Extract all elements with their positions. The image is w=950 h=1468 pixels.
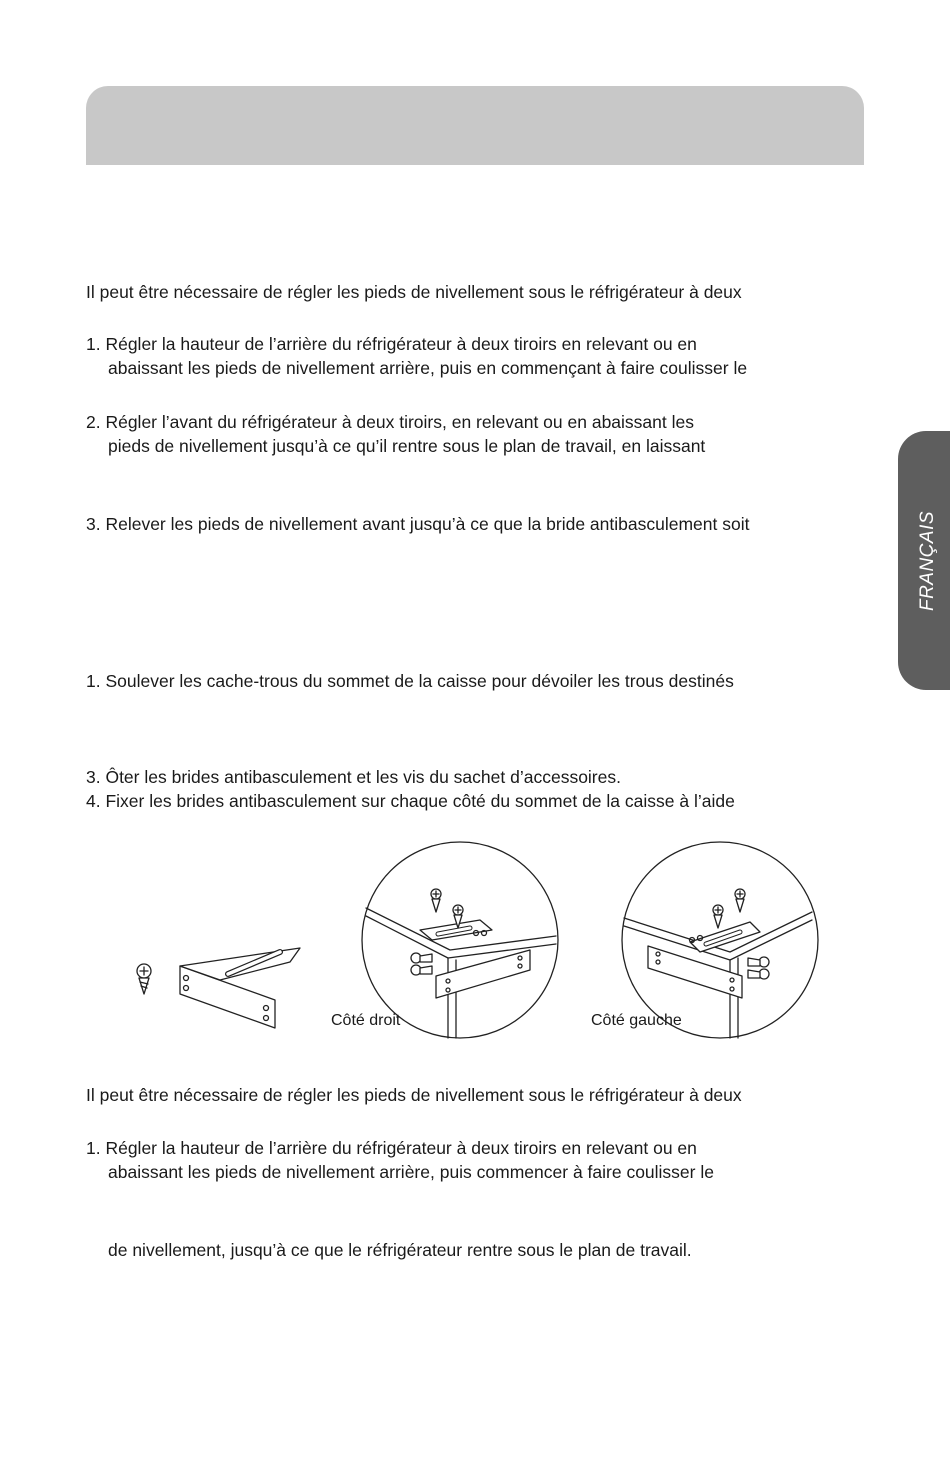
anti-tip-bracket-icon [180,948,300,1028]
language-label: FRANÇAIS [917,510,938,611]
section1-step1-line2: abaissant les pieds de nivellement arrière, puis en commençant à faire coulisser le [108,358,748,378]
section3-intro: Il peut être nécessaire de régler les pieds de nivellement sous le réfrigérateur à deux [86,1085,742,1105]
section3-step2-line3: de nivellement, jusqu’à ce que le réfrigérateur rentre sous le plan de travail. [108,1240,692,1260]
section1-step2-line2: pieds de nivellement jusqu’à ce qu’il rentre sous le plan de travail, en laissant [108,436,706,456]
section2-step1-line1: 1. Soulever les cache-trous du sommet de la caisse pour dévoiler les trous destinés [86,671,734,691]
anti-tip-bracket-illustration [120,838,840,1048]
section1-intro: Il peut être nécessaire de régler les pieds de nivellement sous le réfrigérateur à deux [86,282,742,302]
section3-step1-line2: abaissant les pieds de nivellement arrière, puis commencer à faire coulisser le [108,1162,714,1182]
left-side-detail [622,842,818,1038]
section2-step3-line1: 3. Ôter les brides antibasculement et les vis du sachet d’accessoires. [86,767,621,787]
section3-step1-line1: 1. Régler la hauteur de l’arrière du réfrigérateur à deux tiroirs en relevant ou en [86,1138,697,1158]
section1-step2-line1: 2. Régler l’avant du réfrigérateur à deux tiroirs, en relevant ou en abaissant les [86,412,694,432]
section2-step4-line1: 4. Fixer les brides antibasculement sur chaque côté du sommet de la caisse à l’aide [86,791,735,811]
section1-step3-line1: 3. Relever les pieds de nivellement avant jusqu’à ce que la bride antibasculement soit [86,514,750,534]
section1-step1-line1: 1. Régler la hauteur de l’arrière du réfrigérateur à deux tiroirs en relevant ou en [86,334,697,354]
caption-left-side: Côté gauche [591,1012,682,1029]
language-side-tab [898,431,950,690]
right-side-detail [362,842,558,1038]
section-header-bar [86,86,864,165]
screw-icon [137,964,151,994]
caption-right-side: Côté droit [331,1012,401,1029]
